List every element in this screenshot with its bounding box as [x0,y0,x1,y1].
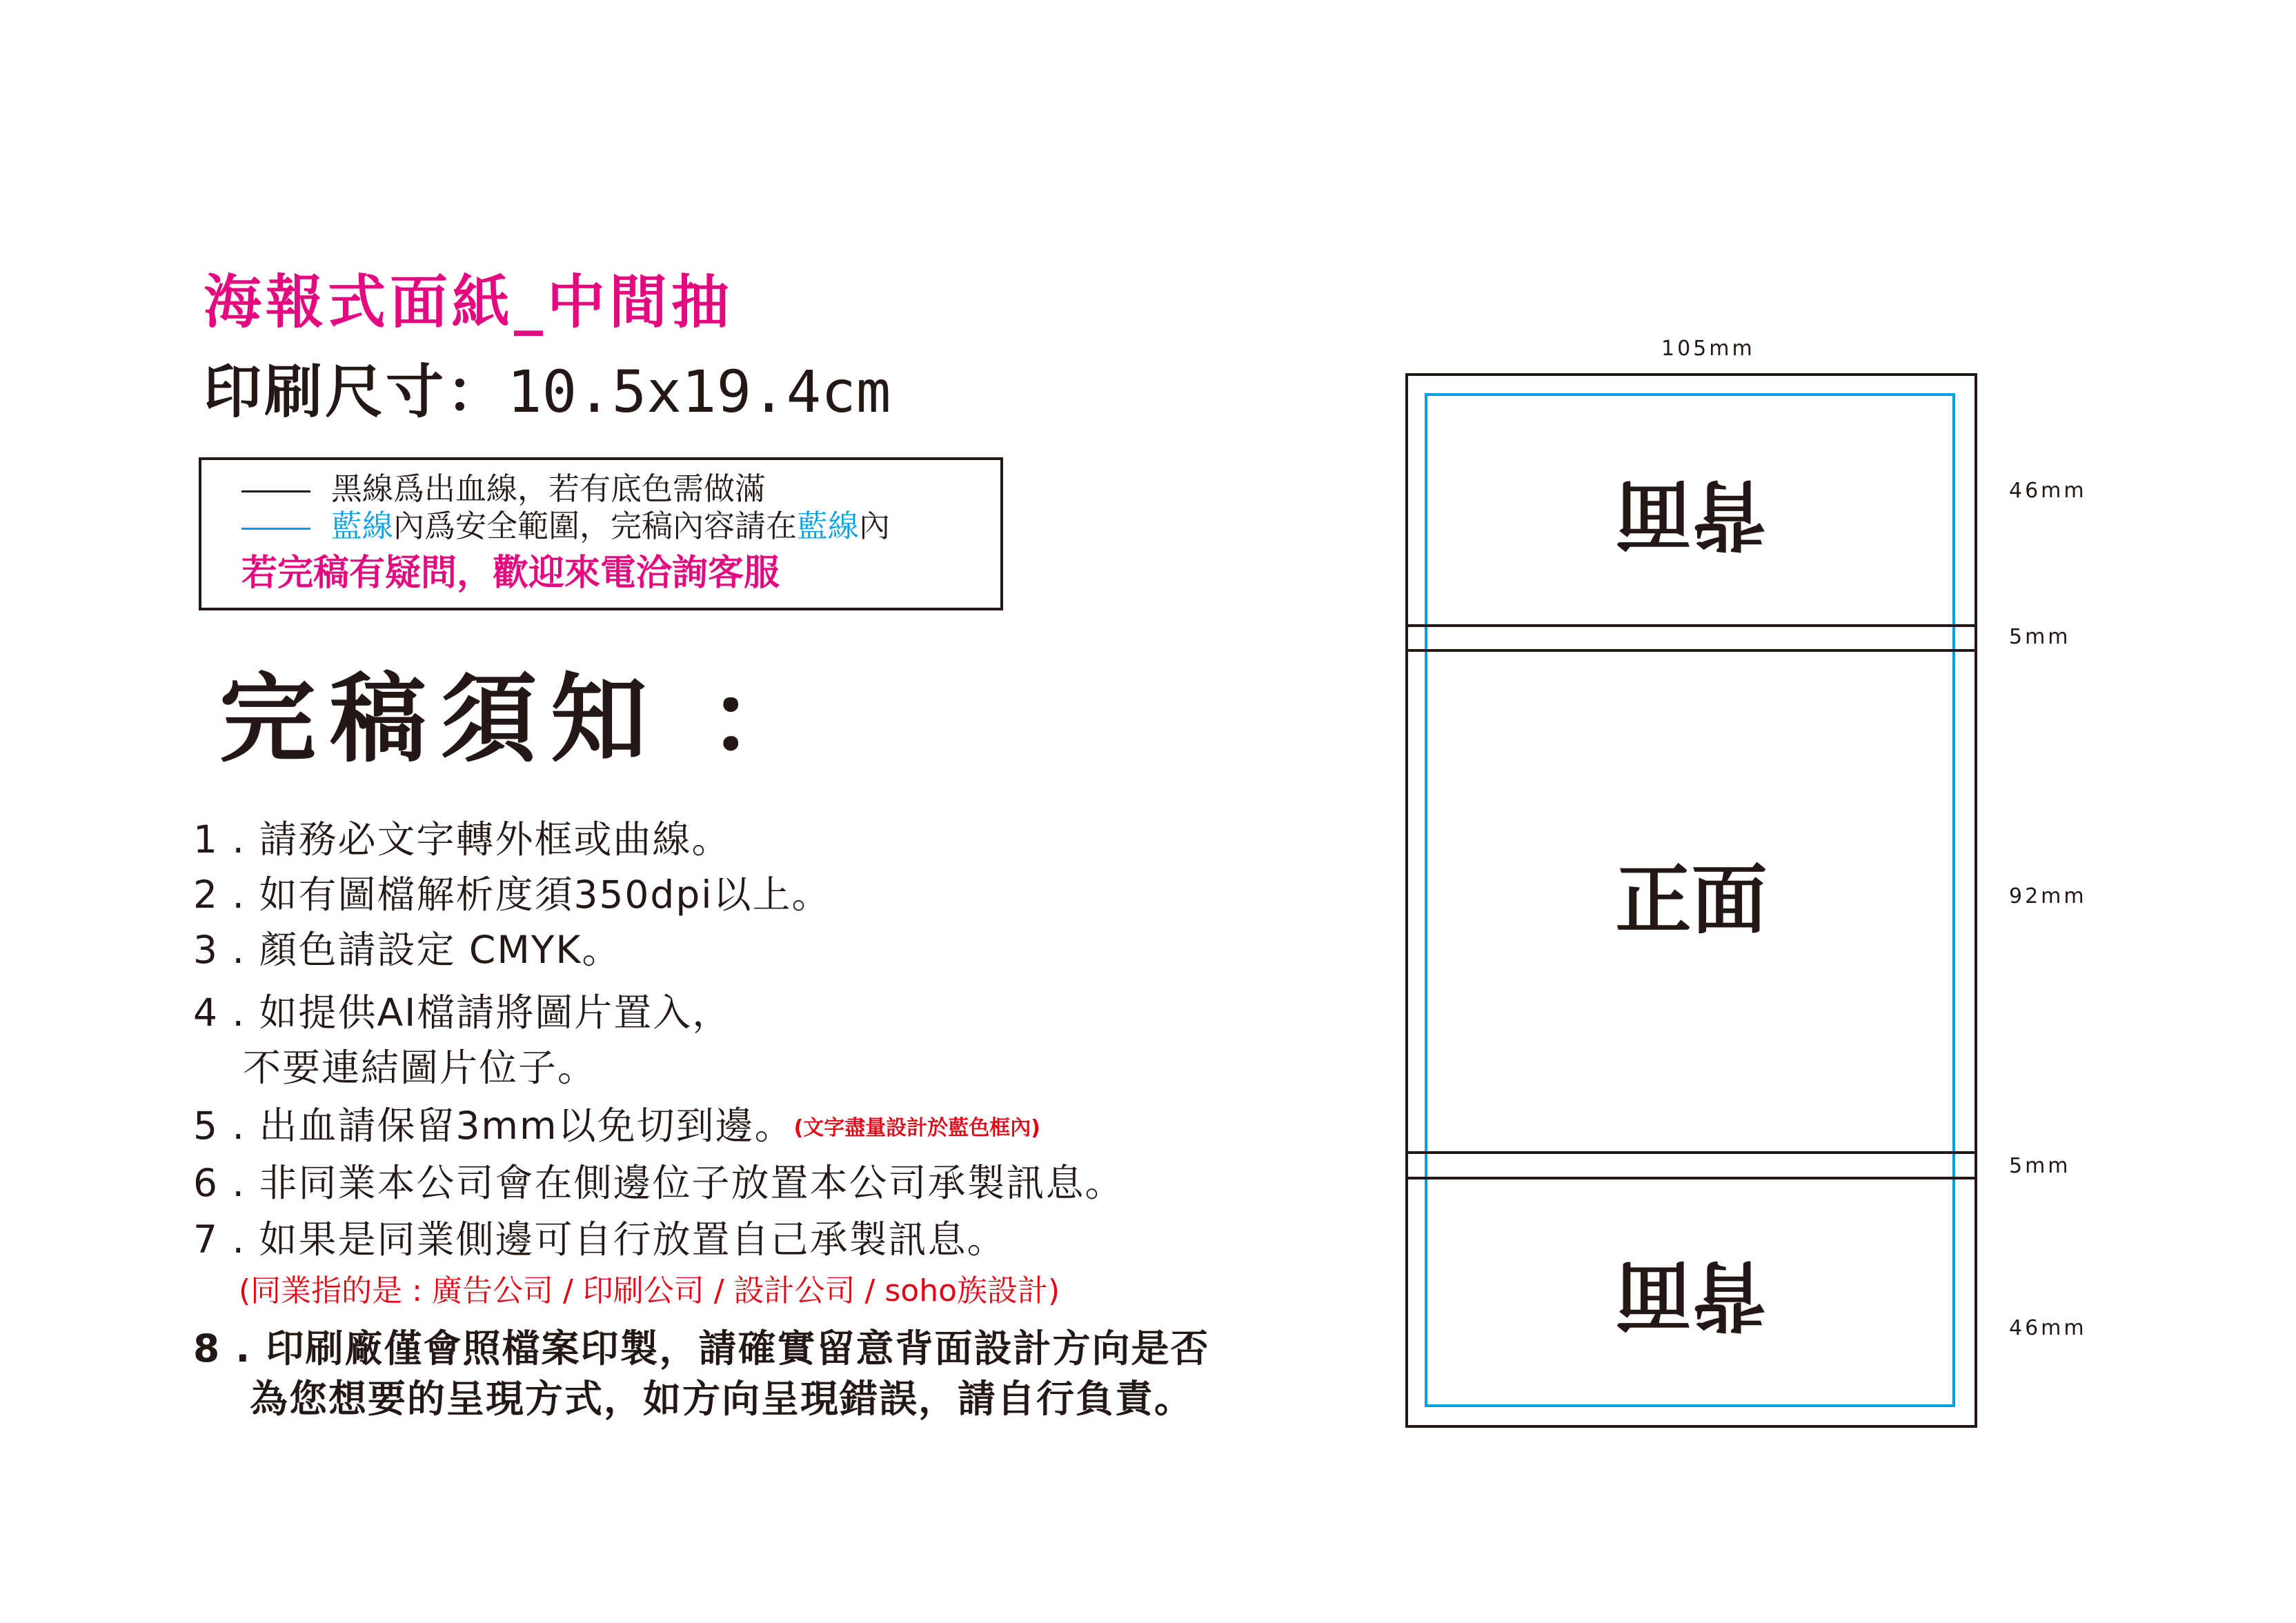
notice-item-2: 2 . 如有圖檔解析度須350dpi以上。 [193,873,831,917]
dimension-bottom-back: 46mm [2009,1316,2087,1340]
notice-item-1: 1 . 請務必文字轉外框或曲線。 [193,817,731,862]
black-line-text: 黑線爲出血線，若有底色需做滿 [331,470,766,507]
fold-line-2 [1405,649,1977,652]
legend-blue-line [241,507,890,546]
blue-line-word-1: 藍線 [331,508,394,544]
notice-item-8-cont: 為您想要的呈現方式，如方向呈現錯誤，請自行負責。 [250,1377,1194,1421]
print-size-label: 印刷尺寸： [204,358,508,426]
notice-item-6: 6 . 非同業本公司會在側邊位子放置本公司承製訊息。 [193,1161,1125,1205]
notice-item-5 [193,1102,1040,1153]
notice-item-4: 4 . 如提供AI檔請將圖片置入， [193,990,732,1035]
notice-item-7: 7 . 如果是同業側邊可自行放置自己承製訊息。 [193,1217,1007,1262]
black-line-swatch [241,490,310,492]
dimension-gap-2: 5mm [2009,1154,2071,1178]
print-size-value: 10.5x19.4cm [507,358,891,426]
width-dimension: 105mm [1661,337,1755,361]
fold-line-4 [1405,1177,1977,1179]
notice-item-5-text: 5 . 出血請保留3mm以免切到邊。 [193,1104,794,1148]
blue-line-swatch [241,528,310,530]
notice-item-5-note: (文字盡量設計於藍色框內) [793,1115,1041,1140]
fold-line-1 [1405,624,1977,627]
notice-item-4-cont: 不要連結圖片位子。 [243,1046,597,1090]
back-panel-top-label: 背面 [1615,470,1768,558]
dimension-front: 92mm [2009,884,2087,908]
back-panel-bottom-label: 背面 [1615,1251,1768,1339]
legend-box [199,457,1003,610]
notice-item-8: 8 . 印刷廠僅會照檔案印製，請確實留意背面設計方向是否 [193,1326,1210,1371]
fold-line-3 [1405,1151,1977,1154]
blue-line-word-2: 藍線 [797,508,860,544]
notice-item-3: 3 . 顏色請設定 CMYK。 [193,928,622,972]
blue-line-suffix: 內 [859,508,891,544]
page-title: 海報式面紙_中間抽 [204,268,734,336]
front-panel-label: 正面 [1615,856,1768,944]
notice-item-7-note: (同業指的是 : 廣告公司 / 印刷公司 / 設計公司 / soho族設計) [239,1273,1060,1308]
blue-line-mid-text: 內爲安全範圍，完稿內容請在 [393,508,798,544]
print-size [204,357,891,426]
dimension-gap-1: 5mm [2009,625,2071,649]
notice-heading: 完稿須知 ： [219,664,819,776]
legend-black-line [241,470,766,508]
contact-hint: 若完稿有疑問，歡迎來電洽詢客服 [241,552,780,594]
dimension-top-back: 46mm [2009,479,2087,503]
